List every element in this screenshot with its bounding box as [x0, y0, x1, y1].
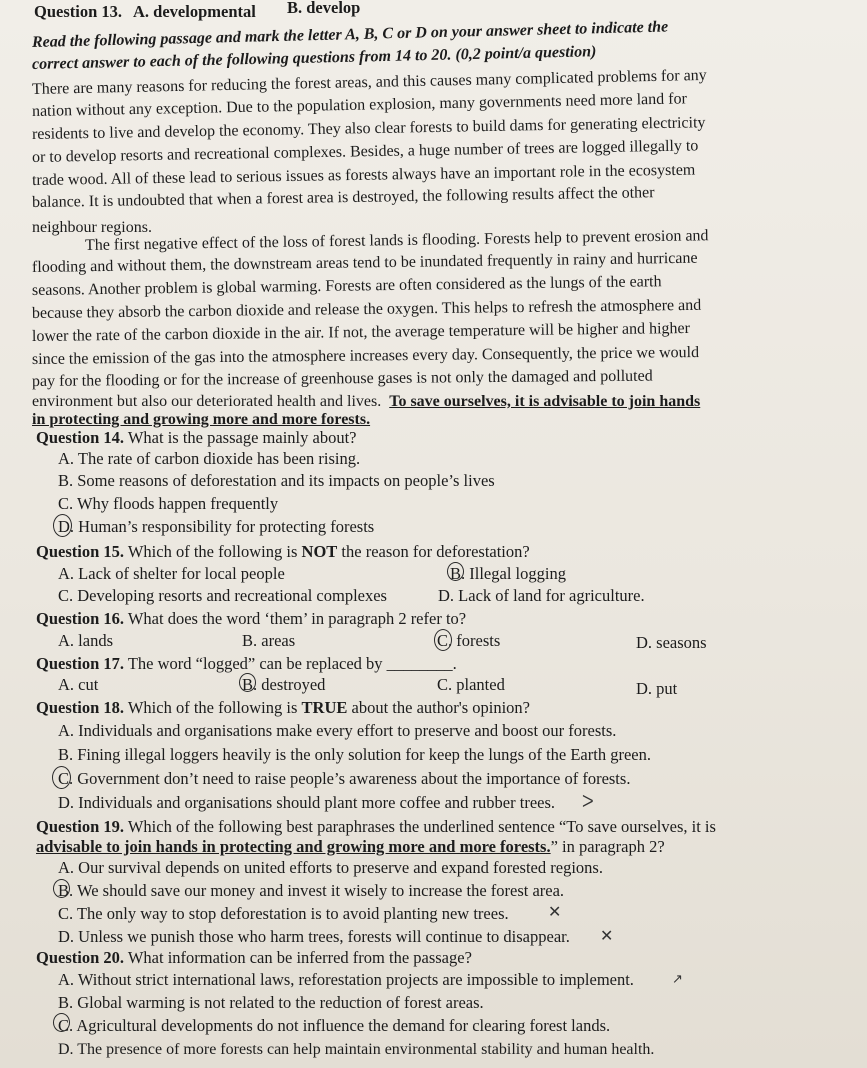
q16-label: Question 16. [36, 609, 125, 628]
q19-option-a[interactable]: A. Our survival depends on united efforts to preserve and expand forested regions. [58, 858, 603, 877]
passage-p1-line-3: residents to live and develop the economy. They also clear forests to build dams for generating electricity [31, 114, 706, 143]
passage-p2-line-8 [32, 392, 700, 412]
cross-mark-icon: ✕ [548, 902, 562, 921]
q16-stem [36, 609, 466, 629]
instructions-line-2: correct answer to each of the following questions from 14 to 20. (0,2 point/a question) [31, 43, 597, 73]
q14-label: Question 14. [36, 428, 125, 447]
q18-option-d[interactable]: D. Individuals and organisations should plant more coffee and rubber trees. [58, 793, 556, 812]
q15-not: NOT [301, 542, 338, 561]
arrow-mark-icon: ↗ [672, 972, 683, 987]
q20-option-d[interactable]: D. The presence of more forests can help maintain environmental stability and human health. [58, 1041, 655, 1058]
passage-p2-line-4: because they absorb the carbon dioxide and release the oxygen. This helps to refresh the atmosphere and [31, 296, 702, 322]
passage-p2-line-5: lower the rate of the carbon dioxide in the air. If not, the average temperature will be higher and higher [31, 319, 691, 345]
q19-stem-line-2 [36, 837, 665, 857]
passage-p1-line-5: trade wood. All of these lead to serious issues as forests always have an important role in the ecosystem [31, 161, 696, 189]
q15-text-after: the reason for deforestation? [341, 542, 530, 561]
q17-option-c[interactable]: C. planted [437, 675, 505, 694]
q20-option-c[interactable]: C. Agricultural developments do not influence the demand for clearing forest lands. [58, 1016, 611, 1035]
q19-option-c[interactable]: C. The only way to stop deforestation is to avoid planting new trees. [58, 904, 509, 923]
passage-p2-line-2: flooding and without them, the downstream areas tend to be inundated frequently in rainy and hurricane [31, 249, 698, 276]
q20-label: Question 20. [36, 948, 125, 967]
q14-text: What is the passage mainly about? [127, 428, 357, 447]
q14-option-c[interactable]: C. Why floods happen frequently [58, 494, 279, 513]
q15-stem [36, 542, 530, 562]
q16-text: What does the word ‘them’ in paragraph 2 refer to? [127, 609, 467, 628]
q19-option-d[interactable]: D. Unless we punish those who harm trees, forests will continue to disappear. [58, 927, 570, 946]
q18-text-before: Which of the following is [127, 698, 298, 717]
q14-option-d[interactable]: D. Human’s responsibility for protecting forests [58, 517, 375, 536]
q17-text: The word “logged” can be replaced by ________. [127, 654, 457, 673]
passage-p1-line-7: neighbour regions. [32, 219, 152, 236]
passage-p2-line-3: seasons. Another problem is global warming. Forests are often considered as the lungs of the earth [31, 273, 662, 299]
passage-p2-line-9: in protecting and growing more and more forests. [32, 411, 371, 428]
passage-p2-line-7: pay for the flooding or for the increase of greenhouse gases is not only the damaged and polluted [31, 367, 653, 390]
q17-stem [36, 654, 457, 674]
q18-label: Question 18. [36, 698, 125, 717]
q19-label: Question 19. [36, 817, 125, 836]
q13-label: Question 13. [34, 2, 123, 21]
passage-p2-line-6: since the emission of the gas into the atmosphere increases every day. Consequently, the price we would [31, 344, 700, 368]
q15-option-a[interactable]: A. Lack of shelter for local people [58, 564, 285, 583]
passage-p1-line-1: There are many reasons for reducing the forest areas, and this causes many complicated problems for any [31, 66, 707, 98]
passage-p1-line-6: balance. It is undoubted that when a forest area is destroyed, the following results affect the other [31, 184, 655, 211]
q15-text-before: Which of the following is [127, 542, 298, 561]
q19-underlined: advisable to join hands in protecting and growing more and more forests. [36, 837, 551, 856]
q13-option-a[interactable]: A. developmental [133, 2, 256, 21]
q17-option-d[interactable]: D. put [636, 679, 678, 698]
q19-text: Which of the following best paraphrases the underlined sentence “To save ourselves, it is [127, 817, 716, 836]
q20-stem [36, 948, 472, 968]
q19-text-after: ” in paragraph 2? [550, 837, 665, 856]
q15-label: Question 15. [36, 542, 125, 561]
q16-option-b[interactable]: B. areas [242, 631, 296, 650]
q18-option-c[interactable]: C. Government don’t need to raise people’s awareness about the importance of forests. [58, 769, 631, 788]
passage-underlined-sentence: To save ourselves, it is advisable to join hands [389, 393, 701, 410]
instructions-line-1: Read the following passage and mark the letter A, B, C or D on your answer sheet to indicate the [31, 18, 669, 51]
q18-text-after: about the author's opinion? [351, 698, 530, 717]
q18-option-a[interactable]: A. Individuals and organisations make every effort to preserve and boost our forests. [58, 721, 617, 740]
q17-label: Question 17. [36, 654, 125, 673]
passage-p1-line-4: or to develop resorts and recreational complexes. Besides, a huge number of trees are logged illegally to [31, 137, 699, 166]
q15-option-c[interactable]: C. Developing resorts and recreational complexes [58, 586, 387, 605]
q18-stem [36, 698, 530, 718]
q19-option-b[interactable]: B. We should save our money and invest it wisely to increase the forest area. [58, 881, 565, 900]
q17-option-b[interactable]: B. destroyed [242, 675, 326, 694]
q15-option-b[interactable]: B. Illegal logging [450, 564, 566, 583]
q18-option-b[interactable]: B. Fining illegal loggers heavily is the only solution for keep the lungs of the Earth green. [58, 745, 651, 764]
passage-p1-line-2: nation without any exception. Due to the population explosion, many governments need more land for [31, 90, 688, 120]
q17-option-a[interactable]: A. cut [58, 675, 99, 694]
q14-option-a[interactable]: A. The rate of carbon dioxide has been rising. [58, 449, 361, 468]
q16-option-a[interactable]: A. lands [58, 631, 113, 650]
q20-option-a[interactable]: A. Without strict international laws, reforestation projects are impossible to implement. [58, 970, 634, 989]
cross-mark-icon-2: ✕ [600, 926, 614, 945]
q13-option-b[interactable]: B. develop [287, 0, 361, 17]
q20-option-b[interactable]: B. Global warming is not related to the reduction of forest areas. [58, 993, 484, 1012]
q15-option-d[interactable]: D. Lack of land for agriculture. [438, 586, 645, 605]
passage-p2-line-1: The first negative effect of the loss of forest lands is flooding. Forests help to prevent erosion and [84, 227, 709, 254]
q20-text: What information can be inferred from the passage? [127, 948, 472, 967]
q16-option-d[interactable]: D. seasons [636, 633, 707, 652]
tick-mark-icon: ᐳ [582, 792, 594, 811]
q18-true: TRUE [301, 698, 348, 717]
q14-stem [36, 428, 356, 448]
passage-p2-line-8-text: environment but also our deteriorated health and lives. [32, 393, 382, 410]
q16-option-c[interactable]: C. forests [437, 631, 501, 650]
q14-option-b[interactable]: B. Some reasons of deforestation and its impacts on people’s lives [58, 471, 495, 490]
q19-stem [36, 817, 716, 837]
